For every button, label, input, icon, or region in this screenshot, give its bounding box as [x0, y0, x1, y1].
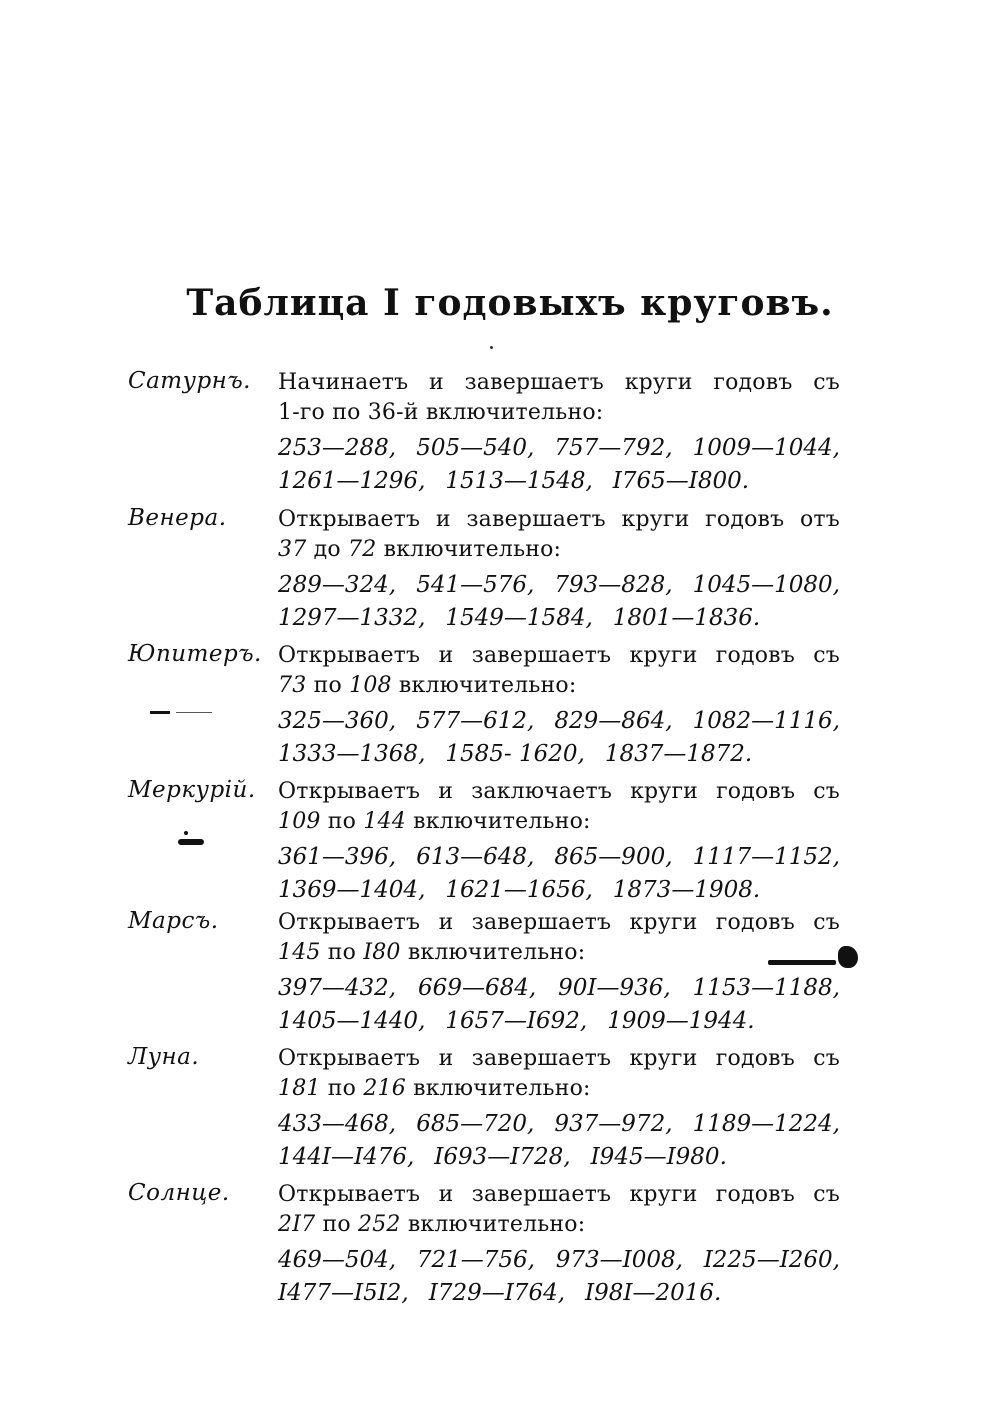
year-span: 253—288,: [278, 435, 397, 461]
entry-range: [278, 535, 840, 565]
year-cycles: [278, 1244, 840, 1310]
year-span: I945—I980.: [590, 1144, 727, 1170]
year-span: 829—864,: [554, 708, 673, 734]
year-span: 289—324,: [278, 572, 397, 598]
year-row: [278, 738, 840, 771]
range-start: 145: [278, 940, 321, 965]
entry-description: Открываетъ и завершаетъ круги годовъ отъ: [278, 507, 840, 532]
ink-smudge: [838, 946, 858, 968]
entry-description: Открываетъ и завершаетъ круги годовъ съ: [278, 910, 840, 935]
year-span: 793—828,: [554, 572, 673, 598]
year-span: 1153—1188,: [692, 975, 840, 1001]
range-preposition: до: [313, 537, 341, 562]
entry-body: [278, 1180, 840, 1310]
year-span: 1513—1548,: [445, 468, 593, 494]
entry-description: Открываетъ и заключаетъ круги годовъ съ: [278, 779, 840, 804]
entry-range: [278, 938, 840, 968]
range-start: 109: [278, 809, 321, 834]
year-span: I693—I728,: [434, 1144, 571, 1170]
year-span: 541—576,: [416, 572, 535, 598]
ink-smudge: [150, 711, 170, 714]
year-span: 144I—I476,: [278, 1144, 415, 1170]
ink-smudge: [176, 712, 212, 713]
year-span: 1369—1404,: [278, 877, 426, 903]
year-cycles: [278, 705, 840, 771]
year-span: 577—612,: [416, 708, 535, 734]
year-cycles: [278, 972, 840, 1038]
range-suffix: включительно:: [383, 537, 562, 562]
entry-range: [278, 671, 840, 701]
year-span: 1405—1440,: [278, 1008, 426, 1034]
year-span: I225—I260,: [703, 1247, 840, 1273]
range-start: 73: [278, 673, 307, 698]
entry-range: [278, 1210, 840, 1240]
range-suffix: включительно:: [407, 940, 586, 965]
entry-body: [278, 1044, 840, 1174]
range-start: 37: [278, 537, 307, 562]
year-span: 469—504,: [278, 1247, 397, 1273]
range-suffix: включительно:: [407, 1212, 586, 1237]
planet-name: Марсъ.: [128, 908, 219, 934]
year-span: 1117—1152,: [692, 844, 840, 870]
range-end: 144: [363, 809, 406, 834]
range-suffix: включительно:: [413, 809, 591, 834]
entry-range: [278, 398, 840, 428]
range-suffix: включительно:: [398, 673, 577, 698]
year-span: 1621—1656,: [445, 877, 593, 903]
year-span: 325—360,: [278, 708, 397, 734]
entry-range: [278, 807, 840, 837]
year-span: 865—900,: [554, 844, 673, 870]
range-preposition: по: [313, 673, 342, 698]
entry-body: [278, 641, 840, 771]
year-span: 721—756,: [416, 1247, 535, 1273]
range-start: 2I7: [278, 1212, 316, 1237]
page-title: Таблица I годовыхъ круговъ.: [186, 282, 834, 324]
entry-range: [278, 1074, 840, 1104]
year-cycles: [278, 569, 840, 635]
year-row: [278, 1277, 840, 1310]
range-suffix: включительно:: [425, 400, 604, 425]
year-span: 613—648,: [416, 844, 535, 870]
print-speck: [490, 346, 493, 349]
planet-name: Меркурій.: [128, 777, 256, 803]
year-span: 1082—1116,: [692, 708, 840, 734]
range-end: 108: [349, 673, 392, 698]
entry-description: Начинаетъ и завершаетъ круги годовъ съ: [278, 370, 840, 395]
range-start: 1-го: [278, 400, 326, 425]
range-suffix: включительно:: [413, 1076, 591, 1101]
planet-name: Сатурнъ.: [128, 368, 251, 394]
year-span: 1297—1332,: [278, 605, 426, 631]
year-span: 757—792,: [554, 435, 673, 461]
year-span: 1909—1944.: [607, 1008, 755, 1034]
range-end: I80: [363, 940, 401, 965]
year-span: 361—396,: [278, 844, 397, 870]
year-span: 433—468,: [278, 1111, 397, 1137]
year-span: 90I—936,: [558, 975, 671, 1001]
entry-description: Открываетъ и завершаетъ круги годовъ съ: [278, 643, 840, 668]
planet-name: Луна.: [128, 1044, 200, 1070]
year-span: 973—I008,: [555, 1247, 683, 1273]
range-end: 72: [348, 537, 377, 562]
year-span: 937—972,: [554, 1111, 673, 1137]
entry-body: [278, 368, 840, 498]
year-span: 685—720,: [416, 1111, 535, 1137]
year-row: [278, 1244, 840, 1277]
year-row: [278, 874, 840, 907]
range-preposition: по: [327, 1076, 357, 1101]
year-span: 1261—1296,: [278, 468, 426, 494]
year-row: [278, 841, 840, 874]
year-span: 1801—1836.: [612, 605, 761, 631]
year-row: [278, 465, 840, 498]
ink-smudge: [178, 839, 204, 845]
year-span: 1189—1224,: [692, 1111, 840, 1137]
year-span: 1585- 1620,: [445, 741, 585, 767]
planet-name: Венера.: [128, 505, 227, 531]
range-preposition: по: [322, 1212, 351, 1237]
ink-smudge: [184, 831, 188, 835]
year-span: 505—540,: [416, 435, 535, 461]
year-span: I98I—2016.: [585, 1280, 722, 1306]
year-span: 1549—1584,: [445, 605, 593, 631]
year-span: 1009—1044,: [692, 435, 840, 461]
range-start: 181: [278, 1076, 321, 1101]
year-span: 1873—1908.: [612, 877, 761, 903]
year-span: 1045—1080,: [692, 572, 840, 598]
range-end: 252: [358, 1212, 401, 1237]
planet-name: Солнце.: [128, 1180, 230, 1206]
year-cycles: [278, 432, 840, 498]
year-span: 1657—I692,: [445, 1008, 588, 1034]
year-span: I477—I5I2,: [278, 1280, 409, 1306]
year-span: 397—432,: [278, 975, 397, 1001]
range-end: 36-й: [367, 400, 419, 425]
range-preposition: по: [327, 940, 357, 965]
range-end: 216: [363, 1076, 406, 1101]
year-span: I729—I764,: [428, 1280, 566, 1306]
range-preposition: по: [332, 400, 361, 425]
year-span: 669—684,: [418, 975, 537, 1001]
year-span: 1333—1368,: [278, 741, 426, 767]
year-row: [278, 1005, 840, 1038]
year-row: [278, 569, 840, 602]
year-row: [278, 602, 840, 635]
entry-description: Открываетъ и завершаетъ круги годовъ съ: [278, 1182, 840, 1207]
year-span: I765—I800.: [612, 468, 750, 494]
year-row: [278, 432, 840, 465]
entry-body: [278, 505, 840, 635]
entry-description: Открываетъ и завершаетъ круги годовъ съ: [278, 1046, 840, 1071]
range-preposition: по: [327, 809, 357, 834]
year-cycles: [278, 841, 840, 907]
year-row: [278, 1108, 840, 1141]
year-span: 1837—1872.: [604, 741, 753, 767]
year-cycles: [278, 1108, 840, 1174]
year-row: [278, 1141, 840, 1174]
entry-body: [278, 777, 840, 907]
planet-name: Юпитеръ.: [128, 641, 262, 667]
entry-body: [278, 908, 840, 1038]
year-row: [278, 705, 840, 738]
year-row: [278, 972, 840, 1005]
